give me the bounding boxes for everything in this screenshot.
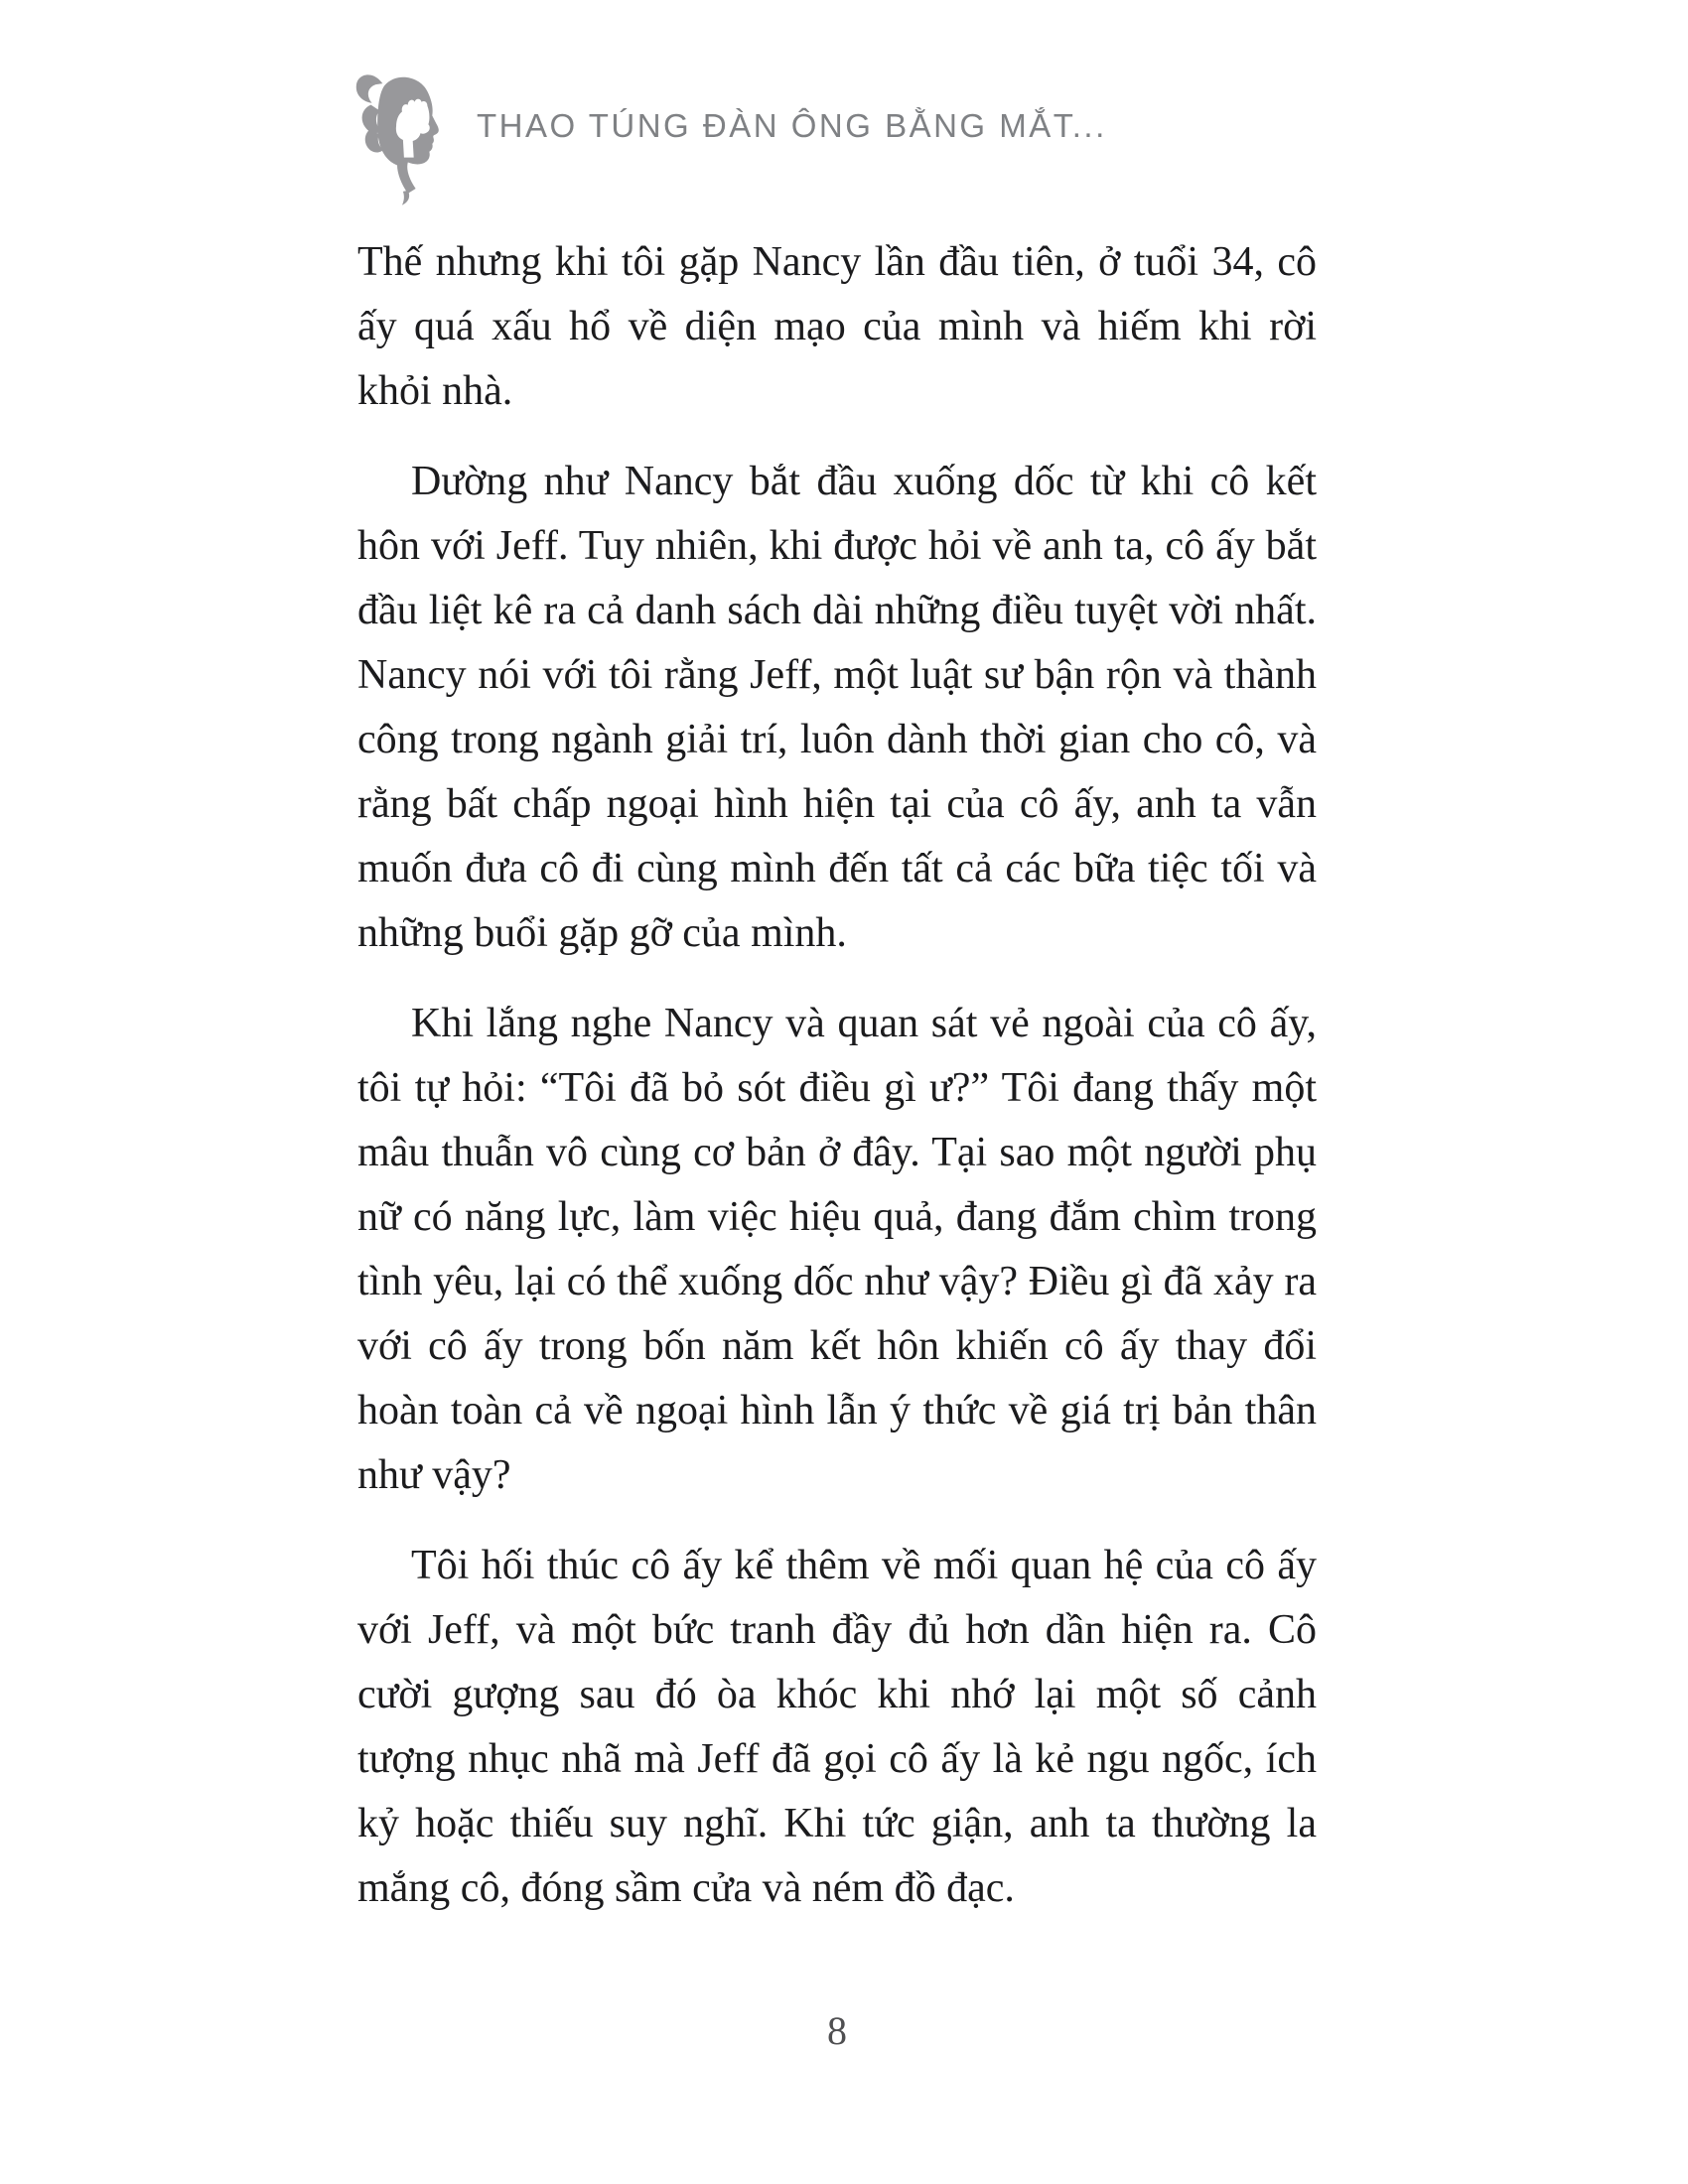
page-body [357,230,1317,1947]
paragraph: Tôi hối thúc cô ấy kể thêm về mối quan hệ của cô ấy với Jeff, và một bức tranh đầy đủ hơn dần hiện ra. Cô cười gượng sau đó òa khóc khi nhớ lại một số cảnh tượng nhục nhã mà Jeff đã gọi cô ấy là kẻ ngu ngốc, ích kỷ hoặc thiếu suy nghĩ. Khi tức giận, anh ta thường la mắng cô, đóng sầm cửa và ném đồ đạc. [357,1543,1317,1911]
running-title: THAO TÚNG ĐÀN ÔNG BẰNG MẮT... [477,107,1107,144]
page-footer [357,2007,1317,2054]
paragraph: Thế nhưng khi tôi gặp Nancy lần đầu tiên, ở tuổi 34, cô ấy quá xấu hổ về diện mạo của mình và hiếm khi rời khỏi nhà. [357,239,1317,414]
paragraph: Khi lắng nghe Nancy và quan sát vẻ ngoài của cô ấy, tôi tự hỏi: “Tôi đã bỏ sót điều gì ư?” Tôi đang thấy một mâu thuẫn vô cùng cơ bản ở đây. Tại sao một người phụ nữ có năng lực, làm việc hiệu quả, đang đắm chìm trong tình yêu, lại có thể xuống dốc như vậy? Điều gì đã xảy ra với cô ấy trong bốn năm kết hôn khiến cô ấy thay đổi hoàn toàn cả về ngoại hình lẫn ý thức về giá trị bản thân như vậy? [357,1001,1317,1498]
paragraph: Dường như Nancy bắt đầu xuống dốc từ khi cô kết hôn với Jeff. Tuy nhiên, khi được hỏi về anh ta, cô ấy bắt đầu liệt kê ra cả danh sách dài những điều tuyệt vời nhất. Nancy nói với tôi rằng Jeff, một luật sư bận rộn và thành công trong ngành giải trí, luôn dành thời gian cho cô, và rằng bất chấp ngoại hình hiện tại của cô ấy, anh ta vẫn muốn đưa cô đi cùng mình đến tất cả các bữa tiệc tối và những buổi gặp gỡ của mình. [357,459,1317,956]
woman-fist-icon [350,68,447,208]
page-number: 8 [827,2008,847,2053]
